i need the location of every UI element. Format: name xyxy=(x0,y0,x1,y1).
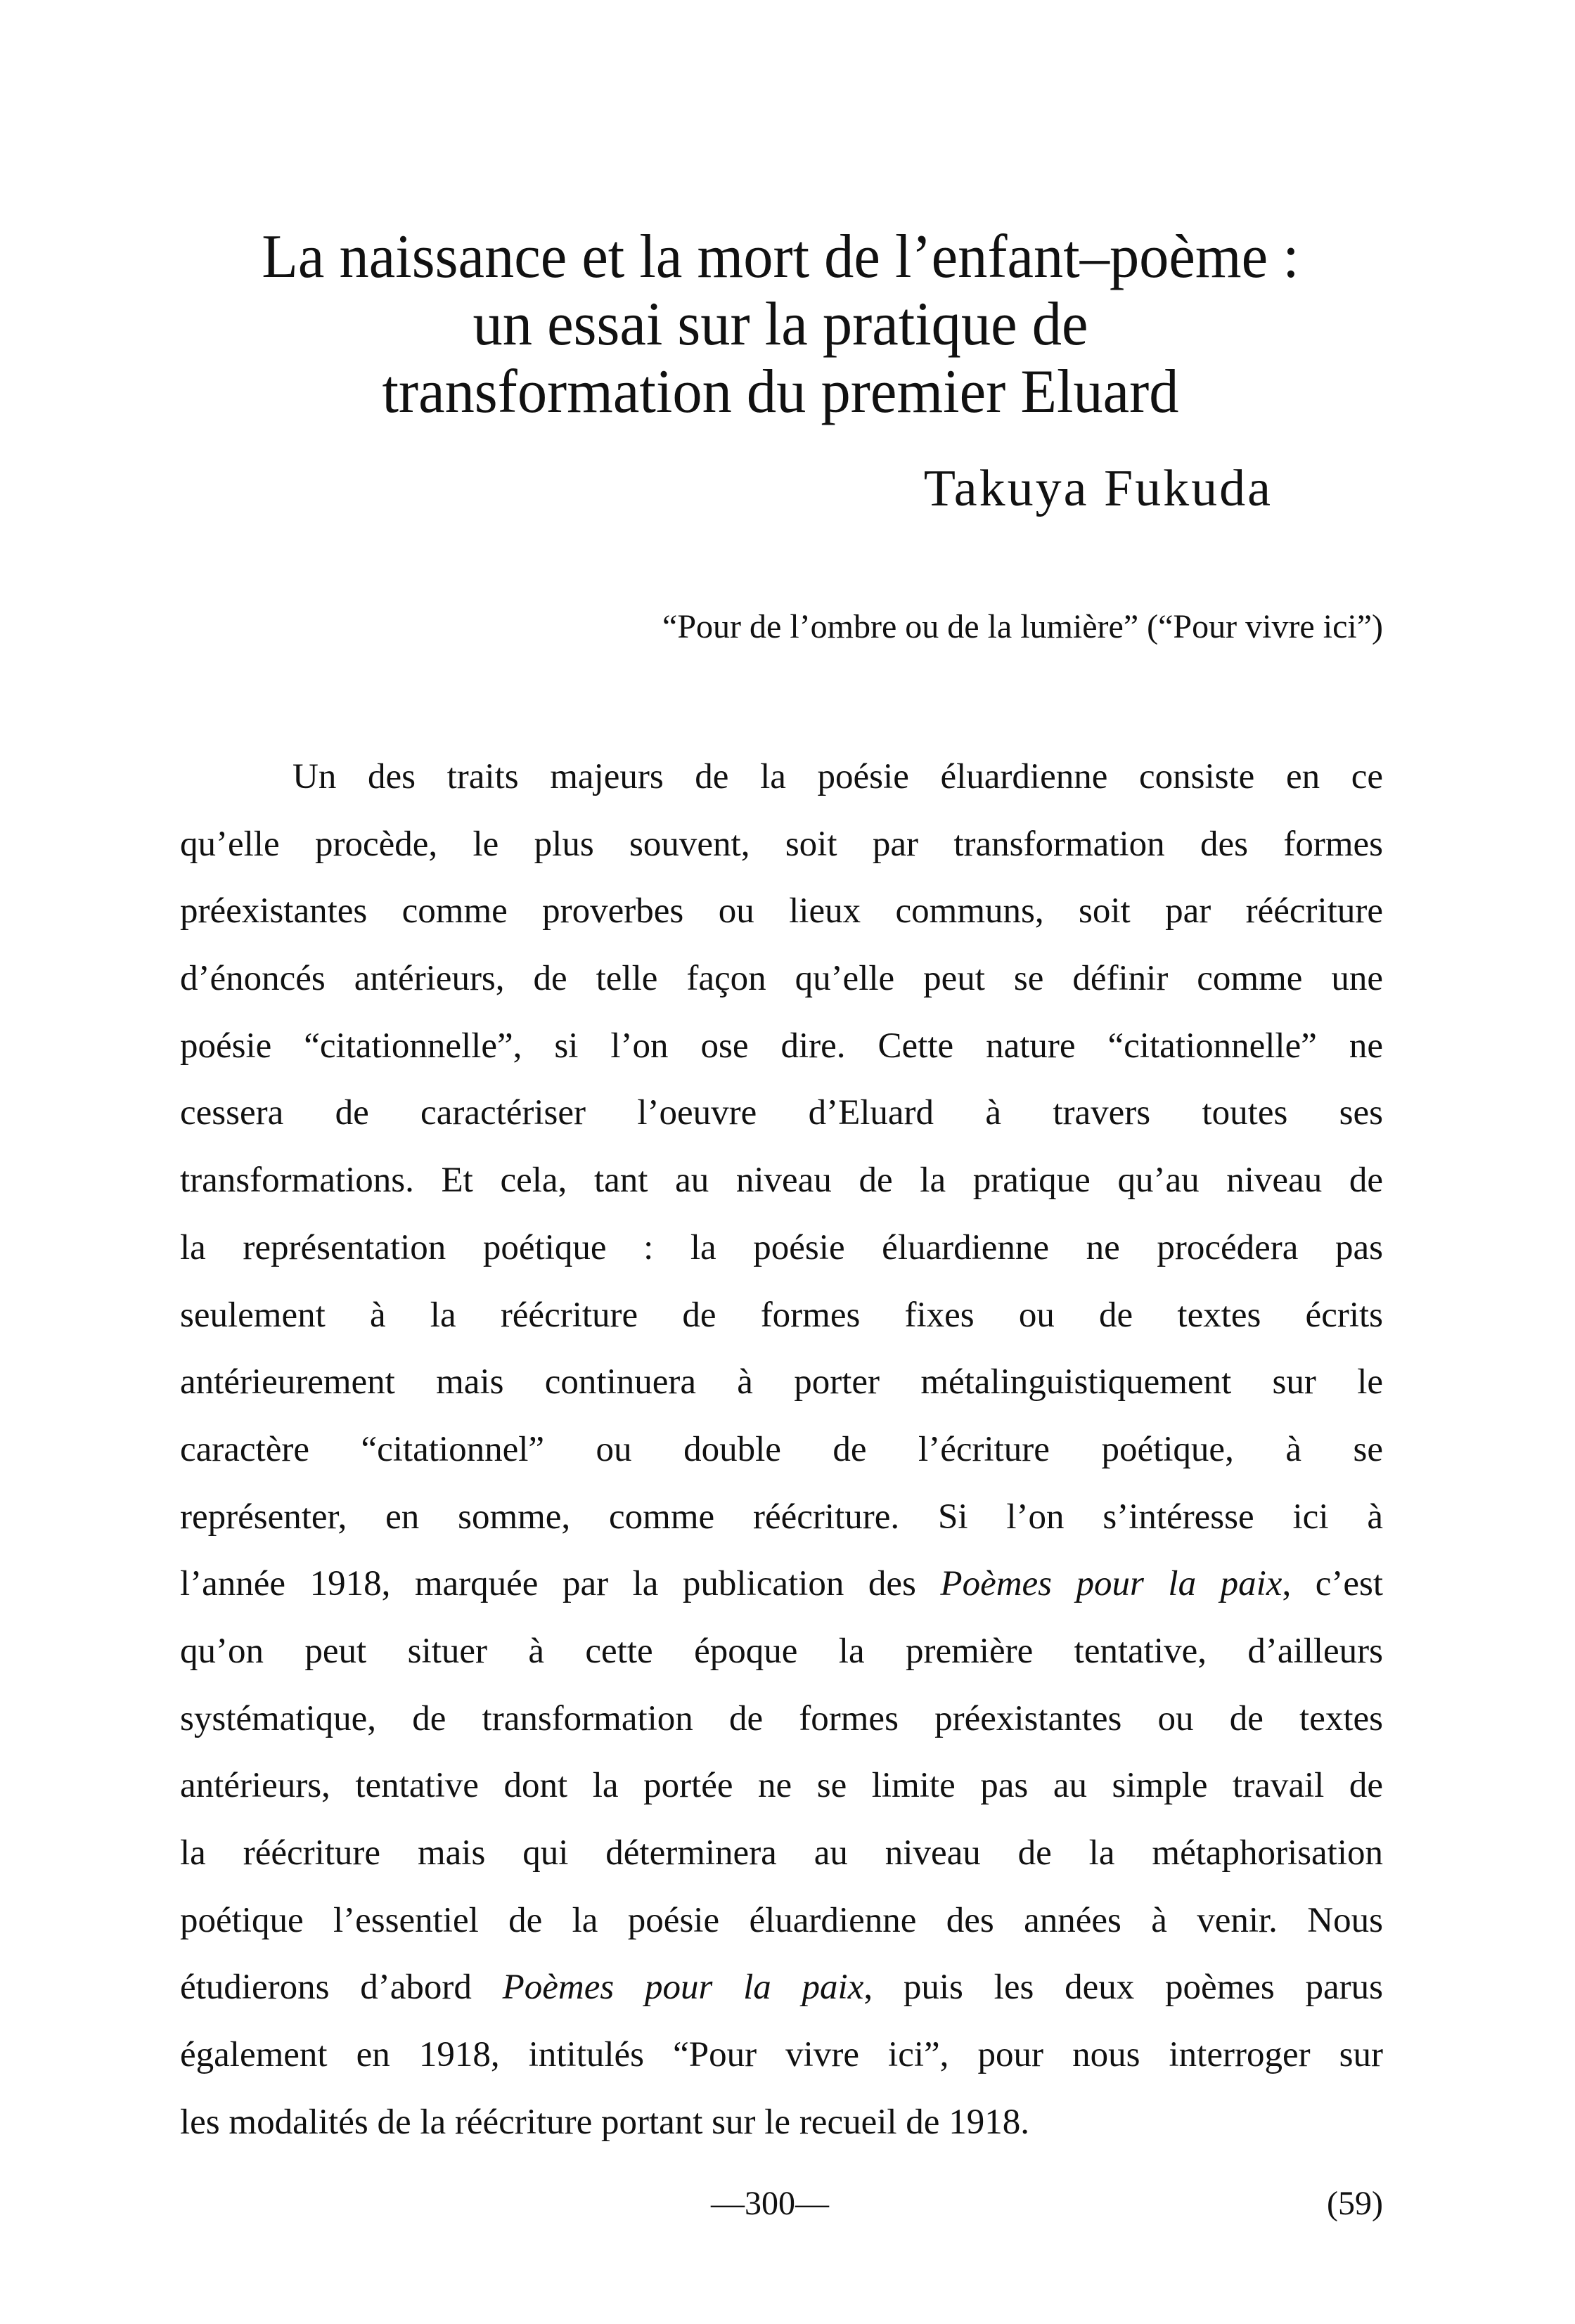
text-line: Un des traits majeurs de la poésie éluardienne consiste en ce xyxy=(292,757,1383,796)
folio-number: (59) xyxy=(1327,2185,1383,2222)
text-line: poétique l’essentiel de la poésie éluardienne des années à venir. Nous xyxy=(180,1900,1383,1940)
text-line: qu’on peut situer à cette époque la première tentative, d’ailleurs xyxy=(180,1631,1383,1671)
text-line: les modalités de la réécriture portant sur le recueil de 1918. xyxy=(180,2102,1029,2142)
text-line: la représentation poétique : la poésie éluardienne ne procédera pas xyxy=(180,1227,1383,1267)
title-line: La naissance et la mort de l’enfant–poème : xyxy=(262,223,1299,291)
title-line: transformation du premier Eluard xyxy=(382,358,1179,426)
body-paragraph xyxy=(180,744,1383,2156)
text-line: seulement à la réécriture de formes fixes ou de textes écrits xyxy=(180,1295,1383,1335)
text-line: caractère “citationnel” ou double de l’écriture poétique, à se xyxy=(180,1429,1383,1469)
text-line xyxy=(180,1551,1383,1618)
text-line: représenter, en somme, comme réécriture. Si l’on s’intéresse ici à xyxy=(180,1497,1383,1537)
text-line: transformations. Et cela, tant au niveau de la pratique qu’au niveau de xyxy=(180,1161,1383,1201)
text-line: systématique, de transformation de formes préexistantes ou de textes xyxy=(180,1698,1383,1738)
title-line: un essai sur la pratique de xyxy=(472,290,1088,359)
text-line: également en 1918, intitulés “Pour vivre ici”, pour nous interroger sur xyxy=(180,2035,1383,2075)
text-line: poésie “citationnelle”, si l’on ose dire. Cette nature “citationnelle” ne xyxy=(180,1026,1383,1066)
article-title xyxy=(186,224,1375,426)
text-line: qu’elle procède, le plus souvent, soit par transformation des formes xyxy=(180,824,1383,864)
text-line: préexistantes comme proverbes ou lieux communs, soit par réécriture xyxy=(180,891,1383,931)
author-name: Takuya Fukuda xyxy=(923,460,1273,517)
text-line: cessera de caractériser l’oeuvre d’Eluard à travers toutes ses xyxy=(180,1093,1383,1133)
epigraph: “Pour de l’ombre ou de la lumière” (“Pour vivre ici”) xyxy=(662,608,1383,645)
text-line: antérieurement mais continuera à porter métalinguistiquement sur le xyxy=(180,1362,1383,1402)
text-line: d’énoncés antérieurs, de telle façon qu’elle peut se définir comme une xyxy=(180,959,1383,999)
text-line xyxy=(180,1954,1383,2022)
book-title-italic: Poèmes pour la paix xyxy=(940,1564,1282,1604)
text-line: la réécriture mais qui déterminera au niveau de la métaphorisation xyxy=(180,1833,1383,1873)
book-title-italic: Poèmes pour la paix xyxy=(502,1968,864,2008)
text-segment: , c’est xyxy=(1282,1564,1383,1604)
text-line: antérieurs, tentative dont la portée ne se limite pas au simple travail de xyxy=(180,1766,1383,1806)
page-number-text: —300— xyxy=(711,2185,829,2222)
text-segment: l’année 1918, marquée par la publication des xyxy=(180,1564,941,1604)
text-segment: étudierons d’abord xyxy=(180,1968,503,2008)
text-segment: , puis les deux poèmes parus xyxy=(863,1968,1384,2008)
